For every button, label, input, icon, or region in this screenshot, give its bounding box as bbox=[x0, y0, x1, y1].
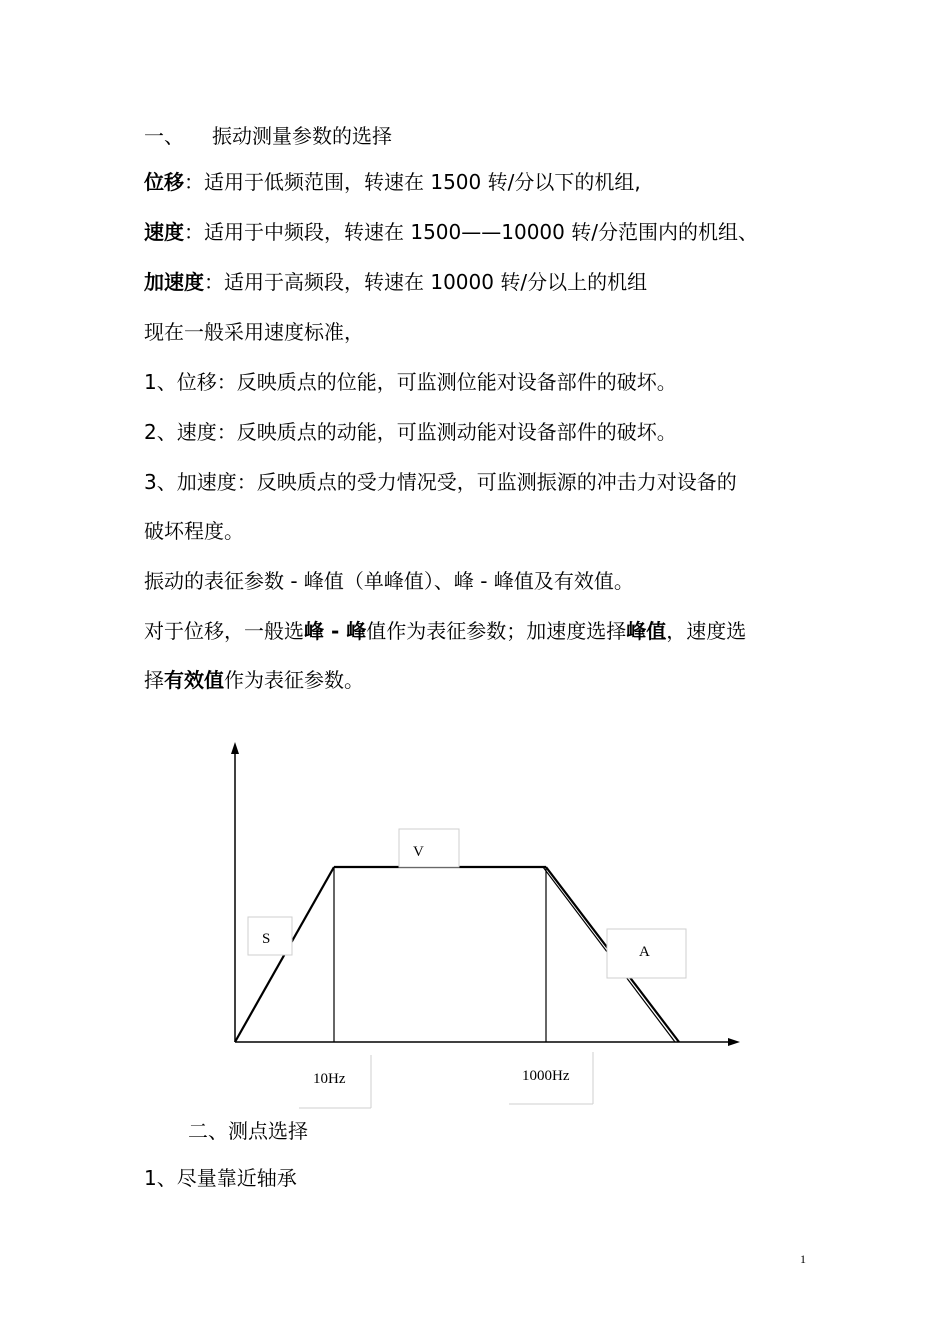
x-axis-arrow bbox=[728, 1038, 740, 1046]
section-title-2: 二、测点选择 bbox=[188, 1119, 308, 1143]
list-item: 1、位移：反映质点的位能，可监测位能对设备部件的破坏。 bbox=[144, 370, 677, 394]
y-axis-arrow bbox=[231, 742, 239, 754]
label-1000hz: 1000Hz bbox=[522, 1068, 570, 1084]
standard-note: 现在一般采用速度标准， bbox=[144, 320, 364, 344]
label-v: V bbox=[413, 844, 424, 860]
characterization-text: 振动的表征参数 - 峰值（单峰值）、峰 - 峰值及有效值。 bbox=[144, 569, 634, 593]
label-10hz: 10Hz bbox=[313, 1071, 346, 1087]
text-run: 作为表征参数。 bbox=[224, 668, 364, 692]
label-a: A bbox=[639, 944, 650, 960]
param-term: 位移 bbox=[144, 170, 184, 194]
section-title: 振动测量参数的选择 bbox=[212, 124, 392, 148]
list-item: 3、加速度：反映质点的受力情况受，可监测振源的冲击力对设备的 bbox=[144, 470, 737, 494]
param-desc: ：适用于高频段，转速在 10000 转/分以上的机组 bbox=[204, 270, 648, 294]
label-box-v bbox=[399, 829, 459, 867]
text-run: 择 bbox=[144, 668, 164, 692]
label-s: S bbox=[262, 931, 271, 947]
list-item: 1、尽量靠近轴承 bbox=[144, 1166, 297, 1190]
text-run: 值作为表征参数；加速度选择 bbox=[366, 619, 627, 643]
param-term: 速度 bbox=[144, 220, 184, 244]
list-item: 破坏程度。 bbox=[144, 519, 244, 543]
list-item: 2、速度：反映质点的动能，可监测动能对设备部件的破坏。 bbox=[144, 420, 677, 444]
text-run-bold: 有效值 bbox=[164, 668, 224, 692]
text-run: ，速度选 bbox=[666, 619, 747, 643]
param-desc: ：适用于中频段，转速在 1500——10000 转/分范围内的机组、 bbox=[184, 220, 758, 244]
page-number: 1 bbox=[800, 1252, 806, 1266]
section-number: 一、 bbox=[144, 124, 184, 148]
param-desc: ：适用于低频范围，转速在 1500 转/分以下的机组, bbox=[184, 170, 641, 194]
param-term: 加速度 bbox=[144, 270, 204, 294]
text-run-bold: 峰 - 峰 bbox=[304, 619, 367, 643]
text-run: 对于位移，一般选 bbox=[144, 619, 304, 643]
text-run-bold: 峰值 bbox=[626, 619, 667, 643]
